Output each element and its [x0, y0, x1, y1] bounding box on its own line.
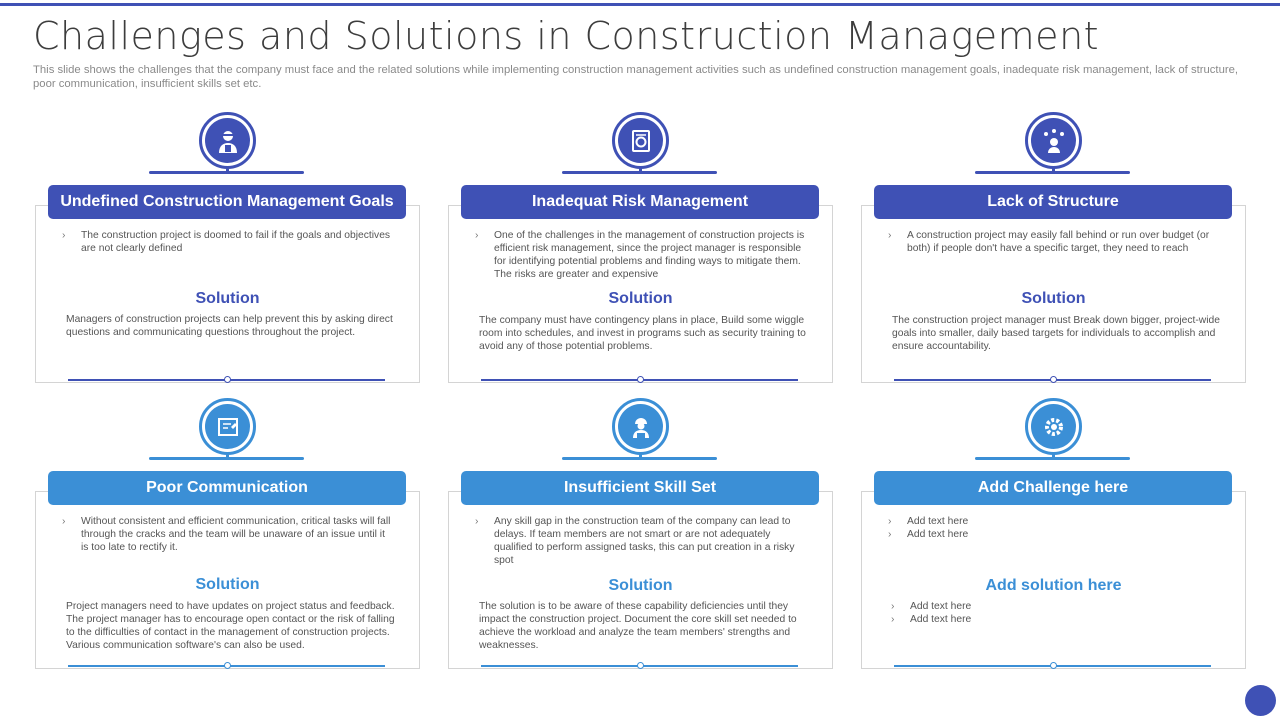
risk-document-icon [618, 118, 663, 163]
card-connector-dot [224, 662, 231, 669]
card-heading: Add Challenge here [874, 471, 1232, 505]
card-poor-communication [35, 398, 420, 685]
card-insufficient-skill-set [448, 398, 833, 685]
slide-title: Challenges and Solutions in Construction Management [33, 14, 1100, 58]
card-heading: Insufficient Skill Set [461, 471, 819, 505]
card-undefined-goals [35, 112, 420, 399]
challenge-text: › Add text here › Add text here [888, 516, 969, 540]
challenge-text: › One of the challenges in the management of construction projects is efficient risk management, since the project manager is responsible for identifying potential problems and finding ways to mitigate them. The risks are greater and expensive [475, 230, 805, 280]
solution-text: The company must have contingency plans in place, Build some wiggle room into schedules, and invest in programs such as security training to avoid any of those potential problems. [479, 315, 806, 352]
structure-person-icon [1031, 118, 1076, 163]
solution-heading: Solution [1021, 290, 1086, 307]
solution-heading: Solution [195, 576, 260, 593]
solution-list: › Add text here › Add text here [891, 601, 972, 625]
solution-heading: Solution [195, 290, 260, 307]
engineer-laptop-icon [618, 404, 663, 449]
card-add-challenge [861, 398, 1246, 685]
chevron-right-icon: › [891, 614, 895, 625]
card-heading: Undefined Construction Management Goals [48, 185, 406, 219]
solution-text: Project managers need to have updates on project status and feedback. The project manager has to encourage open contact or the risk of falling to the difficulties of contact in the management of construction projects. Various communication software's can also be used. [66, 601, 395, 651]
chevron-right-icon: › [475, 230, 479, 241]
card-connector-dot [637, 662, 644, 669]
card-connector-dot [224, 376, 231, 383]
chevron-right-icon: › [891, 601, 895, 612]
solution-heading: Add solution here [985, 577, 1122, 594]
chevron-right-icon: › [888, 516, 892, 527]
chevron-right-icon: › [475, 516, 479, 527]
card-heading: Poor Communication [48, 471, 406, 505]
challenge-text: › A construction project may easily fall behind or run over budget (or both) if people don't have a specific target, they need to reach [888, 230, 1210, 254]
card-risk-management [448, 112, 833, 399]
slide-subtitle: This slide shows the challenges that the company must face and the related solutions while implementing construction management activities such as undefined construction management goals, inadequate risk management, lack of structure, poor communication, insufficient skills set etc. [33, 64, 1239, 90]
top-accent-rule [0, 3, 1280, 6]
card-lack-of-structure [861, 112, 1246, 399]
chevron-right-icon: › [888, 230, 892, 241]
solution-heading: Solution [608, 577, 673, 594]
challenge-text: › The construction project is doomed to fail if the goals and objectives are not clearly defined [62, 230, 391, 254]
chevron-right-icon: › [62, 230, 66, 241]
card-heading: Lack of Structure [874, 185, 1232, 219]
solution-text: Managers of construction projects can help prevent this by asking direct questions and communicating questions throughout the project. [66, 314, 393, 338]
chevron-right-icon: › [888, 529, 892, 540]
gears-icon [1031, 404, 1076, 449]
card-heading: Inadequat Risk Management [461, 185, 819, 219]
solution-heading: Solution [608, 290, 673, 307]
challenge-text: › Any skill gap in the construction team of the company can lead to delays. If team members are not smart or are not adequately qualified to perform assigned tasks, this can put creation in a risky spot [475, 516, 795, 566]
solution-text: The solution is to be aware of these capability deficiencies until they impact the construction project. Document the core skill set needed to achieve the workload and analyze the team members' strengths and weaknesses. [479, 601, 797, 651]
slide-corner-dot [1245, 685, 1276, 716]
card-connector-dot [637, 376, 644, 383]
worker-icon [205, 118, 250, 163]
card-connector-dot [1050, 662, 1057, 669]
challenge-text: › Without consistent and efficient communication, critical tasks will fall through the cracks and the team will be unaware of an issue until it is too late to rectify it. [62, 516, 391, 553]
solution-text: The construction project manager must Break down bigger, project-wide goals into smaller, daily based targets for individuals to accomplish and ensure accountability. [892, 315, 1220, 352]
blueprint-icon [205, 404, 250, 449]
chevron-right-icon: › [62, 516, 66, 527]
card-connector-dot [1050, 376, 1057, 383]
